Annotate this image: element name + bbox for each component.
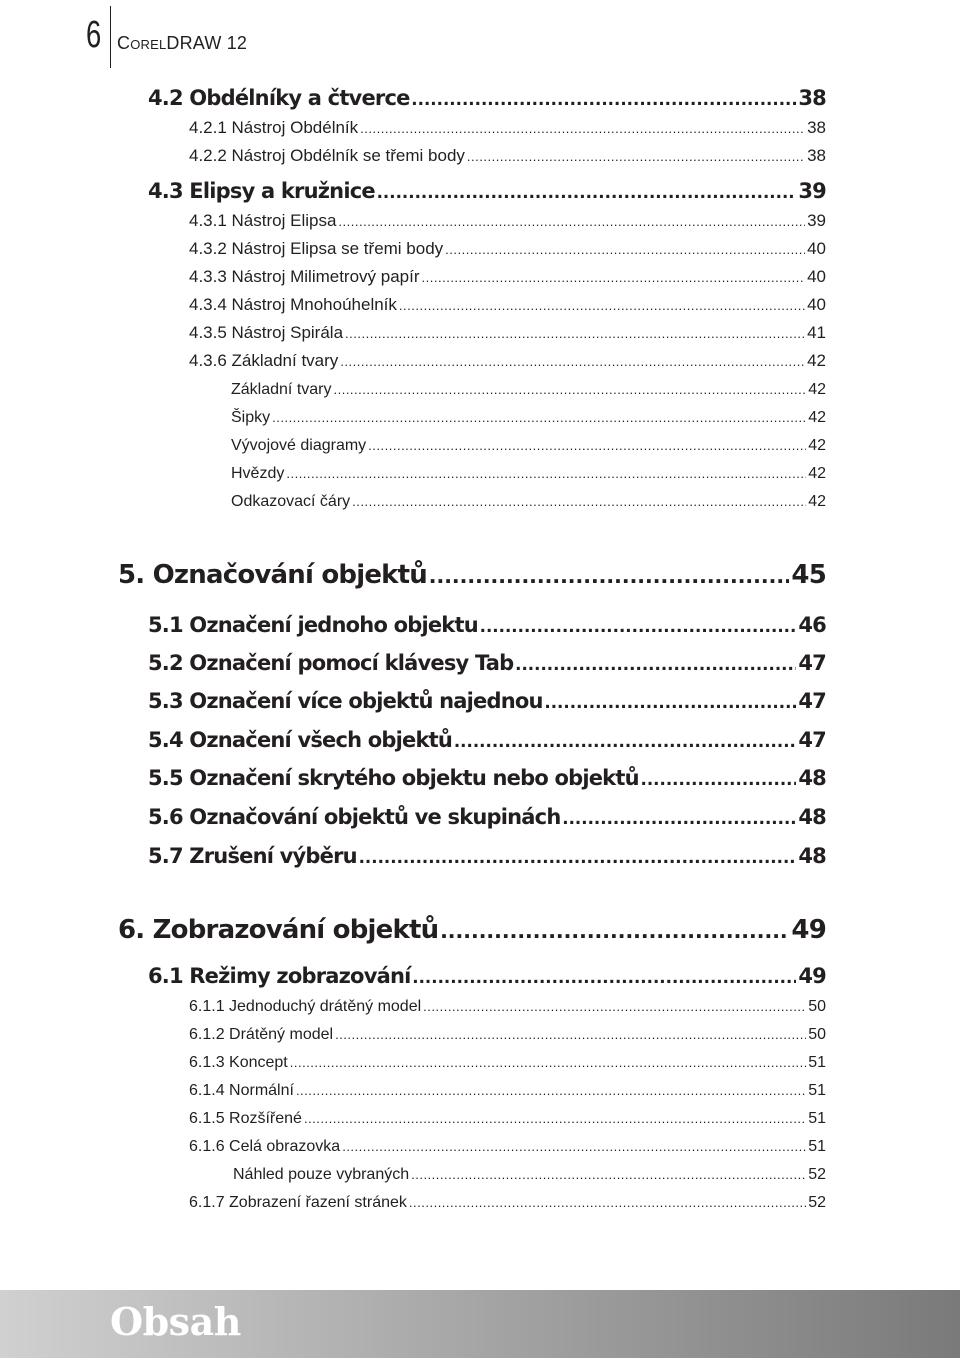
section-title: Obsah [110, 1299, 241, 1344]
toc-leader [304, 1107, 806, 1131]
toc-entry-title: 6.1.4 Normální [189, 1082, 294, 1099]
toc-leader [454, 727, 796, 755]
toc-entry[interactable] [231, 378, 826, 402]
toc-entry-page: 45 [791, 560, 826, 590]
toc-entry-page: 40 [807, 295, 826, 314]
toc-entry-page: 42 [808, 381, 826, 398]
toc-leader [272, 406, 806, 430]
toc-entry-page: 39 [807, 211, 826, 230]
toc-entry-page: 52 [808, 1194, 826, 1211]
toc-entry-title: 6.1.3 Koncept [189, 1054, 288, 1071]
toc-entry-title: 5.1 Označení jednoho objektu [148, 613, 478, 637]
toc-leader [360, 117, 805, 141]
toc-entry-page: 40 [807, 267, 826, 286]
toc-leader [440, 912, 789, 946]
toc-entry[interactable] [189, 995, 826, 1019]
toc-entry[interactable] [189, 293, 826, 318]
toc-entry-page: 40 [807, 239, 826, 258]
toc-entry-page: 47 [798, 651, 826, 675]
toc-entry[interactable] [189, 1079, 826, 1103]
toc-entry-page: 38 [798, 86, 826, 110]
toc-entry[interactable] [148, 962, 826, 991]
toc-leader [359, 843, 797, 871]
toc-entry-title: 4.3.6 Základní tvary [189, 351, 339, 370]
toc-leader [545, 688, 797, 716]
toc-leader [562, 804, 796, 832]
toc-entry-title: Vývojové diagramy [231, 437, 367, 454]
toc-entry-title: 6.1.7 Zobrazení řazení stránek [189, 1194, 407, 1211]
toc-entry[interactable] [189, 1051, 826, 1075]
book-title: CorelDRAW 12 [117, 33, 248, 53]
toc-leader [422, 266, 806, 290]
toc-entry-title: Odkazovací čáry [231, 493, 351, 510]
toc-entry-title: Náhled pouze vybraných [233, 1166, 410, 1183]
toc-entry-title: 6.1.2 Drátěný model [189, 1026, 334, 1043]
toc-entry[interactable] [148, 726, 826, 755]
toc-entry-title: 5.2 Označení pomocí klávesy Tab [148, 651, 514, 675]
toc-entry[interactable] [189, 116, 826, 141]
toc-entry-title: 6.1.5 Rozšířené [189, 1110, 302, 1127]
toc-entry-page: 42 [807, 351, 826, 370]
toc-leader [286, 462, 806, 486]
toc-entry[interactable] [233, 1163, 826, 1187]
toc-entry-title: 4.2 Obdélníky a čtverce [148, 86, 410, 110]
toc-entry[interactable] [189, 265, 826, 290]
toc-entry-page: 41 [807, 323, 826, 342]
toc-entry-title: 4.3.2 Nástroj Elipsa se třemi body [189, 239, 444, 258]
toc-entry[interactable] [148, 803, 826, 832]
toc-entry-page: 51 [808, 1110, 826, 1127]
toc-entry-page: 42 [808, 437, 826, 454]
toc-entry[interactable] [189, 1107, 826, 1131]
toc-entry-title: 6.1.6 Celá obrazovka [189, 1138, 341, 1155]
toc-entry-page: 48 [798, 805, 826, 829]
toc-leader [335, 1023, 806, 1047]
toc-entry-page: 47 [798, 689, 826, 713]
toc-entry-page: 48 [798, 844, 826, 868]
toc-entry-title: 5.5 Označení skrytého objektu nebo objektů [148, 766, 639, 790]
toc-entry-title: 5.6 Označování objektů ve skupinách [148, 805, 561, 829]
toc-leader [423, 995, 806, 1019]
toc-leader [345, 322, 805, 346]
toc-entry-page: 39 [798, 179, 826, 203]
toc-leader [641, 765, 797, 793]
toc-entry-page: 38 [807, 146, 826, 165]
toc-entry-page: 42 [808, 465, 826, 482]
toc-leader [340, 350, 805, 374]
toc-leader [296, 1079, 806, 1103]
toc-leader [338, 210, 805, 234]
toc-entry-title: 6.1 Režimy zobrazování [148, 964, 411, 988]
toc-chapter[interactable] [118, 557, 826, 592]
toc-entry-title: 5.3 Označení více objektů najednou [148, 689, 543, 713]
toc-entry[interactable] [231, 490, 826, 514]
toc-entry[interactable] [189, 237, 826, 262]
toc-entry[interactable] [148, 842, 826, 871]
toc-leader [467, 145, 805, 169]
toc-entry-page: 50 [808, 998, 826, 1015]
toc-entry-title: 4.3.1 Nástroj Elipsa [189, 211, 337, 230]
toc-leader [515, 650, 796, 678]
page-number: 6 [86, 14, 102, 56]
toc-entry[interactable] [189, 1135, 826, 1159]
toc-entry-title: 4.2.1 Nástroj Obdélník [189, 118, 359, 137]
toc-entry-title: 4.3.3 Nástroj Milimetrový papír [189, 267, 420, 286]
toc-entry[interactable] [231, 406, 826, 430]
toc-entry-title: Šipky [231, 409, 271, 426]
toc-leader [290, 1051, 806, 1075]
toc-entry-title: 5.4 Označení všech objektů [148, 728, 453, 752]
toc-entry[interactable] [231, 434, 826, 458]
toc-leader [409, 1191, 806, 1215]
toc-entry[interactable] [189, 209, 826, 234]
toc-leader [480, 612, 797, 640]
toc-entry[interactable] [148, 649, 826, 678]
toc-entry-page: 38 [807, 118, 826, 137]
toc-entry[interactable] [189, 321, 826, 346]
toc-entry-title: Základní tvary [231, 381, 332, 398]
toc-entry-page: 48 [798, 766, 826, 790]
toc-entry-title: 5.7 Zrušení výběru [148, 844, 357, 868]
toc-leader [368, 434, 806, 458]
toc-entry-title: 4.3.4 Nástroj Mnohoúhelník [189, 295, 397, 314]
toc-entry[interactable] [148, 687, 826, 716]
toc-entry[interactable] [231, 462, 826, 486]
toc-leader [445, 238, 805, 262]
toc-leader [429, 557, 789, 591]
toc-entry-page: 51 [808, 1054, 826, 1071]
toc-leader [377, 178, 797, 206]
toc-entry-page: 51 [808, 1082, 826, 1099]
toc-chapter[interactable] [118, 912, 826, 947]
toc-entry[interactable] [148, 84, 826, 113]
toc-entry[interactable] [189, 349, 826, 374]
toc-entry-page: 47 [798, 728, 826, 752]
toc-leader [342, 1135, 806, 1159]
toc-entry-title: Hvězdy [231, 465, 285, 482]
toc-leader [333, 378, 806, 402]
toc-entry-title: 4.2.2 Nástroj Obdélník se třemi body [189, 146, 465, 165]
toc-entry-page: 50 [808, 1026, 826, 1043]
toc-entry-page: 42 [808, 493, 826, 510]
toc-entry-page: 52 [808, 1166, 826, 1183]
toc-entry-page: 51 [808, 1138, 826, 1155]
toc-entry-title: 5. Označování objektů [118, 560, 428, 590]
toc-entry[interactable] [189, 1191, 826, 1215]
toc-leader [352, 490, 806, 514]
toc-leader [412, 85, 797, 113]
toc-entry[interactable] [148, 611, 826, 640]
toc-entry-title: 4.3 Elipsy a kružnice [148, 179, 375, 203]
toc-entry-page: 49 [791, 915, 826, 945]
toc-entry-page: 46 [798, 613, 826, 637]
toc-entry[interactable] [148, 177, 826, 206]
toc-entry-title: 4.3.5 Nástroj Spirála [189, 323, 344, 342]
toc-entry-title: 6. Zobrazování objektů [118, 915, 439, 945]
toc-leader [413, 963, 797, 991]
toc-entry[interactable] [189, 1023, 826, 1047]
toc-entry-page: 42 [808, 409, 826, 426]
toc-leader [399, 294, 805, 318]
toc-entry-page: 49 [798, 964, 826, 988]
toc-entry[interactable] [148, 764, 826, 793]
toc-entry-title: 6.1.1 Jednoduchý drátěný model [189, 998, 422, 1015]
toc-leader [411, 1163, 806, 1187]
toc-entry[interactable] [189, 144, 826, 169]
